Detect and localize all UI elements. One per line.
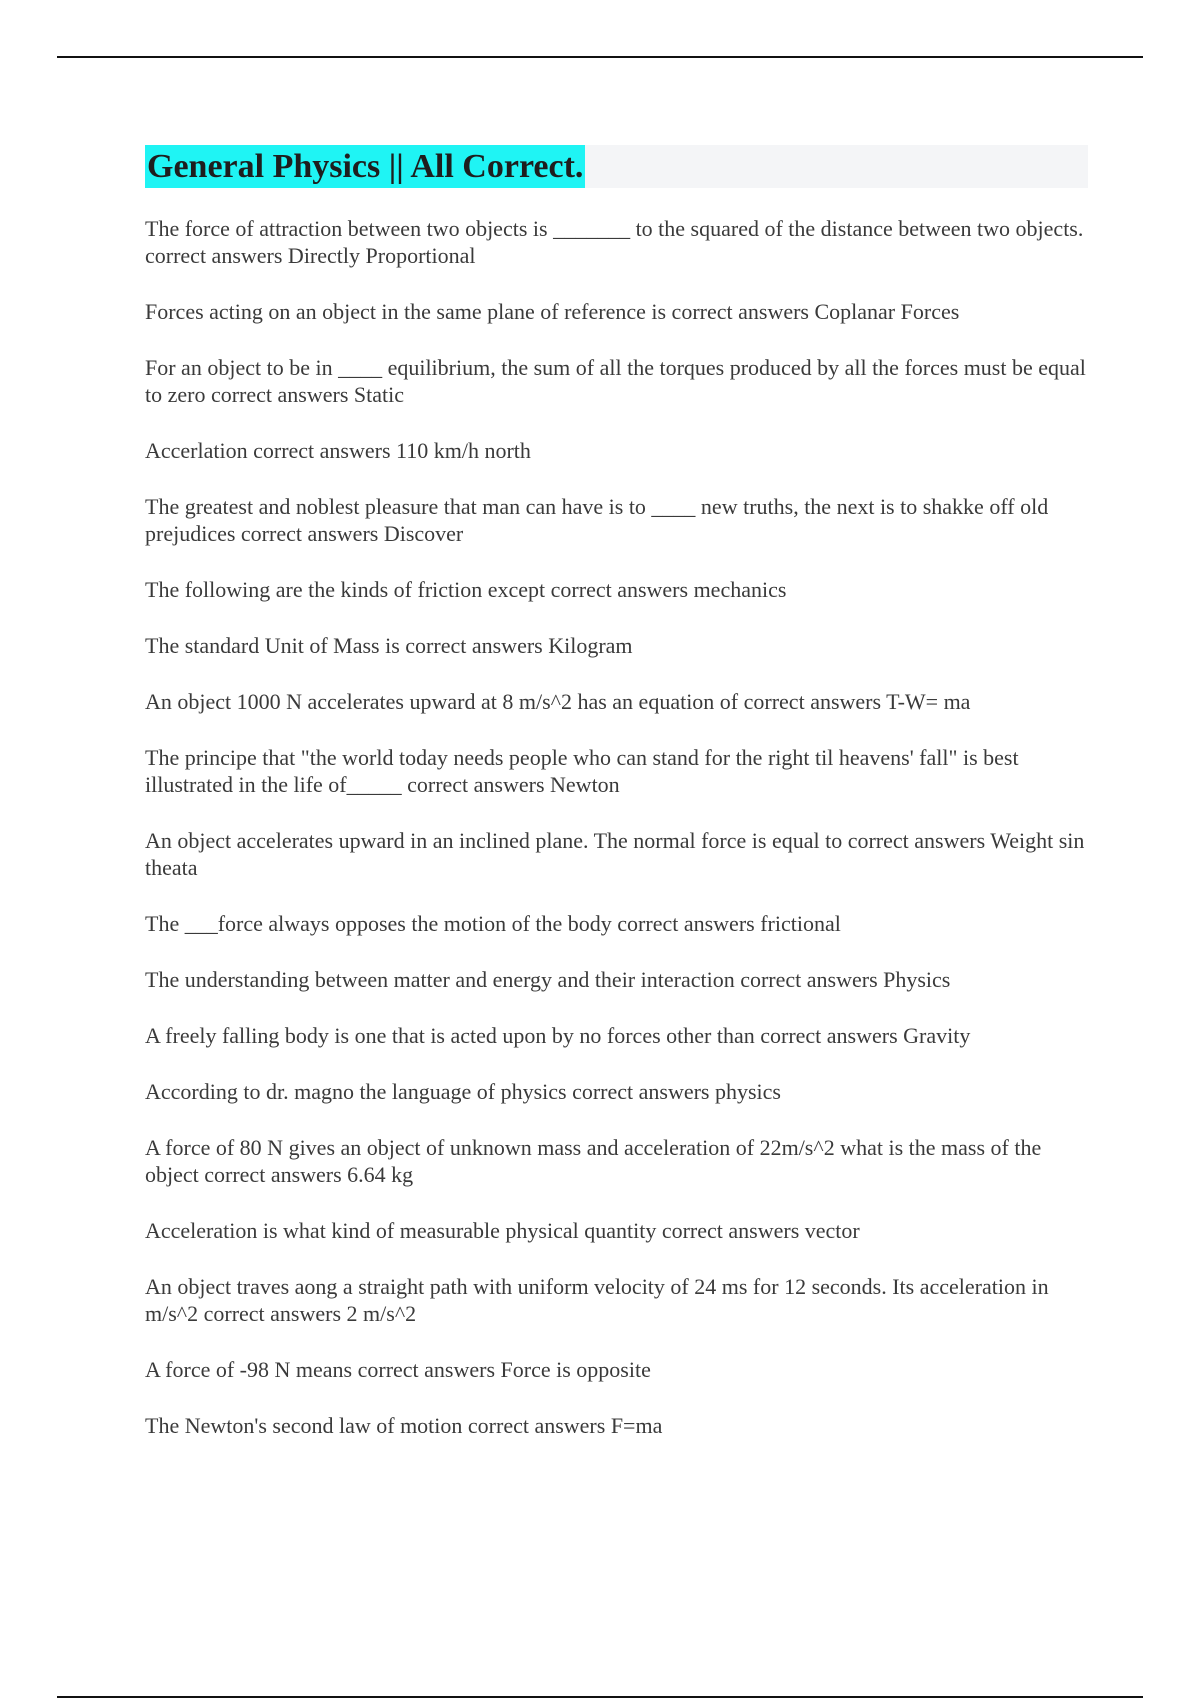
bottom-rule	[57, 1696, 1143, 1698]
qa-item: A force of 80 N gives an object of unknown mass and acceleration of 22m/s^2 what is the mass of the object correct answers 6.64 kg	[145, 1135, 1042, 1187]
qa-item: The understanding between matter and energy and their interaction correct answers Physics	[145, 967, 951, 992]
qa-item: Accerlation correct answers 110 km/h north	[145, 438, 531, 463]
qa-item: The principe that "the world today needs people who can stand for the right til heavens' fall" is best illustrated in the life of_____ correct answers Newton	[145, 745, 1019, 797]
qa-item: The force of attraction between two objects is _______ to the squared of the distance between two objects. correct answers Directly Proportional	[145, 216, 1084, 268]
qa-item: An object accelerates upward in an inclined plane. The normal force is equal to correct answers Weight sin theata	[145, 828, 1085, 880]
qa-item: For an object to be in ____ equilibrium, the sum of all the torques produced by all the forces must be equal to zero correct answers Static	[145, 355, 1086, 407]
qa-item: The greatest and noblest pleasure that man can have is to ____ new truths, the next is to shakke off old prejudices correct answers Discover	[145, 494, 1049, 546]
qa-item: An object 1000 N accelerates upward at 8 m/s^2 has an equation of correct answers T-W= ma	[145, 689, 971, 714]
qa-item: Forces acting on an object in the same plane of reference is correct answers Coplanar Forces	[145, 299, 960, 324]
qa-item: An object traves aong a straight path with uniform velocity of 24 ms for 12 seconds. Its acceleration in m/s^2 correct answers 2 m/s^2	[145, 1274, 1049, 1326]
document-title: General Physics || All Correct.	[145, 145, 585, 188]
qa-item: A freely falling body is one that is acted upon by no forces other than correct answers Gravity	[145, 1023, 971, 1048]
top-rule	[57, 56, 1143, 58]
qa-item: A force of -98 N means correct answers Force is opposite	[145, 1357, 651, 1382]
qa-item: The standard Unit of Mass is correct answers Kilogram	[145, 633, 633, 658]
qa-list	[145, 215, 1095, 1468]
qa-item: Acceleration is what kind of measurable physical quantity correct answers vector	[145, 1218, 860, 1243]
qa-item: The Newton's second law of motion correct answers F=ma	[145, 1413, 663, 1438]
qa-item: According to dr. magno the language of physics correct answers physics	[145, 1079, 781, 1104]
qa-item: The ___force always opposes the motion of the body correct answers frictional	[145, 911, 841, 936]
qa-item: The following are the kinds of friction except correct answers mechanics	[145, 577, 787, 602]
